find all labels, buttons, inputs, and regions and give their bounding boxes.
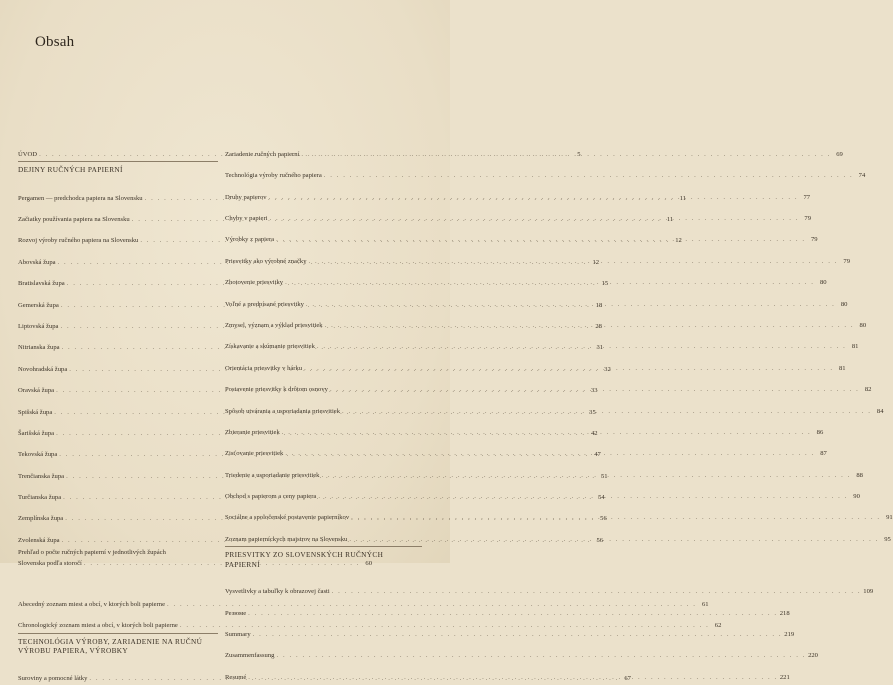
toc-entry[interactable]: Zbieranie priesvitiek . . . 86	[225, 418, 422, 439]
toc-entry[interactable]: Rozvoj výroby ručného papiera na Slovensku . . . 12	[18, 227, 218, 248]
toc-entry[interactable]: Začiatky používania papiera na Slovensku . . . 11	[18, 205, 218, 226]
toc-entry[interactable]: Získavanie a skúmanie priesvitiek . . . 81	[225, 333, 422, 354]
toc-entry[interactable]: Postavenie priesvitky k drôtom osnovy . . . 82	[225, 375, 422, 396]
toc-entry[interactable]: Spišská župa . . . 35	[18, 398, 218, 419]
toc-entry[interactable]: Nitrianska župa . . . 31	[18, 334, 218, 355]
toc-entry[interactable]: Obchod s papierom a ceny papiera . . . 90	[225, 482, 422, 503]
toc-entry[interactable]: Priesvitky ako výrobné značky . . . 79	[225, 247, 422, 268]
toc-entry[interactable]: Výrobky z papiera . . . 79	[225, 226, 422, 247]
toc-entry[interactable]: Sociálne a spoločenské postavenie papierníkov . . . 91	[225, 504, 422, 525]
toc-entry[interactable]: Triedenie a usporiadanie priesvitiek . . . 88	[225, 461, 422, 482]
toc-entry[interactable]: Zoznam papierníckych majstrov na Slovensku . . . 95	[225, 525, 422, 546]
toc-entry[interactable]: Abecedný zoznam miest a obcí, v ktorých boli papierne . . . 61	[18, 590, 218, 611]
toc-entry[interactable]: Voľné a predpísané priesvitky . . . 80	[225, 290, 422, 311]
toc-entry[interactable]: Zhotovenie priesvitky . . . 80	[225, 268, 422, 289]
toc-entry[interactable]: Резюме . . . 218	[225, 599, 422, 620]
section-heading-history: DEJINY RUČNÝCH PAPIERNÍ	[18, 165, 123, 175]
section-heading-watermarks: PRIESVITKY ZO SLOVENSKÝCH RUČNÝCH PAPIERNÍ	[225, 550, 384, 569]
toc-entry[interactable]: Chyby v papieri . . . 79	[225, 204, 422, 225]
toc-entry[interactable]: Zmysel, význam a výklad priesvitiek . . . 80	[225, 311, 422, 332]
toc-entry[interactable]: Chronologický zoznam miest a obcí, v ktorých boli papierne . . . 62	[18, 612, 218, 633]
toc-entry[interactable]: Zemplínska župa . . . 56	[18, 505, 218, 526]
toc-entry[interactable]: Technológia výroby ručného papiera . . . 74	[225, 161, 422, 182]
toc-entry[interactable]: Turčianska župa . . . 54	[18, 483, 218, 504]
toc-entry[interactable]: Summary . . . 219	[225, 620, 422, 641]
toc-entry-overview[interactable]: Prehľad o počte ručných papierní v jednotlivých župách Slovenska podľa storočí . . . 60	[18, 547, 218, 590]
toc-entry[interactable]: Spôsob utvárania a usporiadania priesvitiek . . . 84	[225, 397, 422, 418]
toc-entry[interactable]: Liptovská župa . . . 28	[18, 312, 218, 333]
page-title: Obsah	[35, 34, 75, 50]
toc-entry[interactable]: Oravská župa . . . 33	[18, 376, 218, 397]
toc-entry-intro[interactable]: ÚVOD . . . 5	[18, 140, 218, 161]
toc-entry[interactable]: Zusammenfassung . . . 220	[225, 642, 422, 663]
toc-entry[interactable]: Zariadenie ručných papierní . . . 69	[225, 140, 422, 161]
toc-entry[interactable]: Zisťovanie priesvitiek . . . 87	[225, 439, 422, 460]
toc-entry[interactable]: Tekovská župa . . . 47	[18, 440, 218, 461]
toc-entry[interactable]: Trenčianska župa . . . 51	[18, 462, 218, 483]
toc-entry[interactable]: Resumé . . . 221	[225, 663, 422, 684]
toc-entry[interactable]: Vysvetlivky a tabuľky k obrazovej časti . . . 109	[225, 577, 422, 598]
toc-entry[interactable]: Novohradská župa . . . 32	[18, 355, 218, 376]
toc-entry[interactable]: Orientácia priesvitky v hárku . . . 81	[225, 354, 422, 375]
toc-entry[interactable]: Abovská župa . . . 12	[18, 248, 218, 269]
toc-entry[interactable]: Zvolenská župa . . . 56	[18, 526, 218, 547]
toc-entry[interactable]: Šarišská župa . . . 42	[18, 419, 218, 440]
toc-entry[interactable]: Gemerská župa . . . 18	[18, 291, 218, 312]
toc-entry[interactable]: Suroviny a pomocné látky . . . 67	[18, 664, 218, 685]
toc-entry[interactable]: Bratislavská župa . . . 15	[18, 269, 218, 290]
section-heading-technology: TECHNOLÓGIA VÝROBY, ZARIADENIE NA RUČNÚ VÝROBU PAPIERA, VÝROBKY	[18, 637, 203, 656]
toc-entry[interactable]: Pergamen — predchodca papiera na Slovensku . . . 11	[18, 184, 218, 205]
toc-entry[interactable]: Druhy papierov . . . 77	[225, 183, 422, 204]
